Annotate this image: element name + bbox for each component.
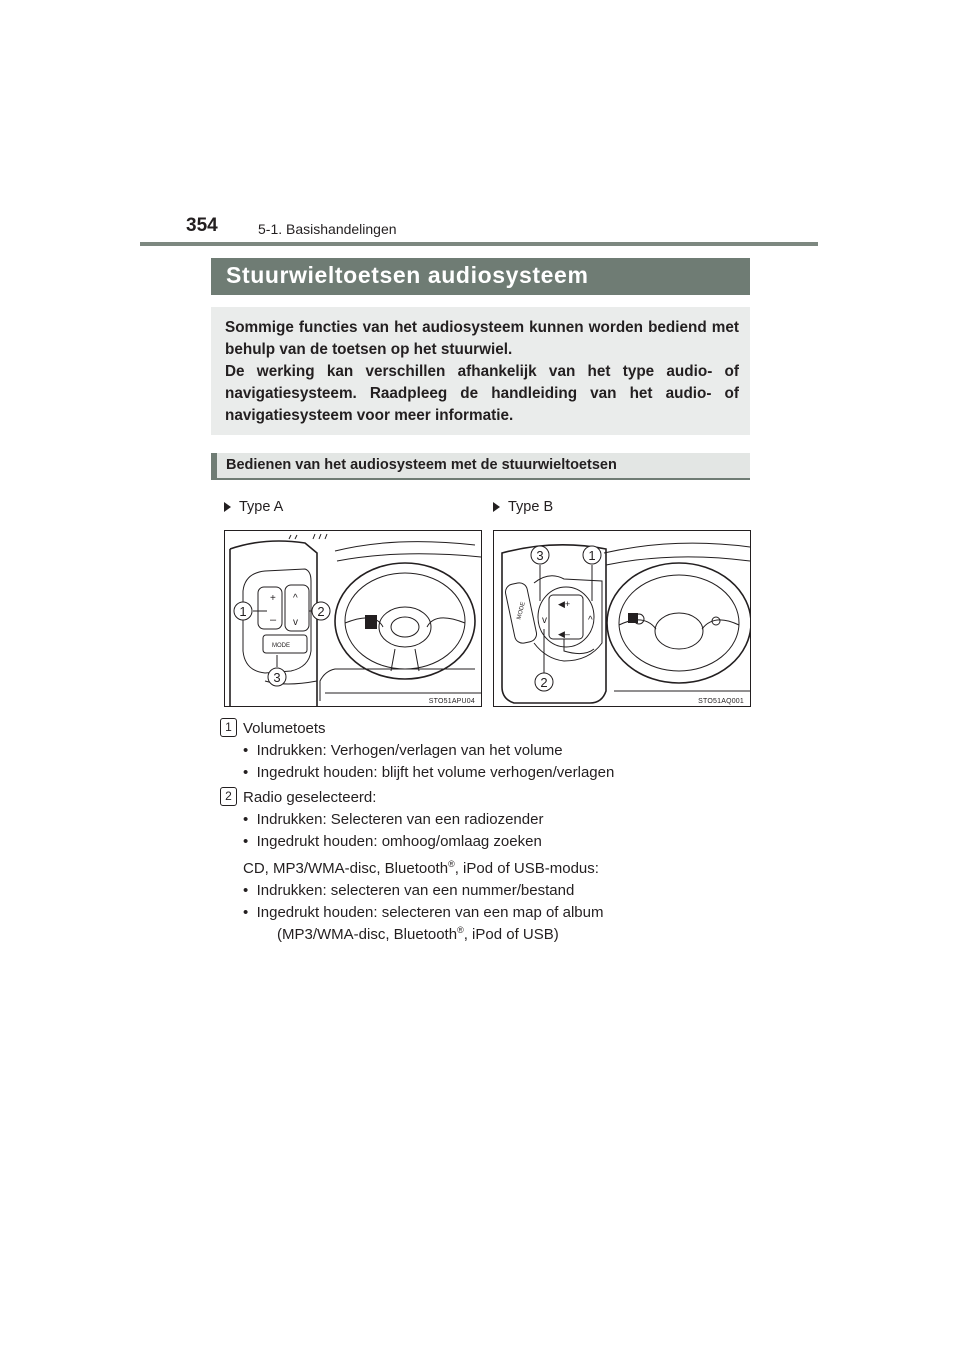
- item-2-title: Radio geselecteerd:: [243, 789, 377, 806]
- svg-text:◀+: ◀+: [558, 599, 571, 609]
- subheading-bar: [211, 453, 750, 480]
- item-1-text: [243, 718, 614, 784]
- subheading-accent: [211, 453, 217, 478]
- type-a-label-text: Type A: [239, 499, 284, 515]
- figure-type-b: [493, 530, 751, 707]
- item-number-badge-1: 1: [220, 718, 237, 737]
- item-2-bullet-2: • Ingedrukt houden: omhoog/omlaag zoeken: [243, 833, 542, 850]
- type-b-label: [493, 499, 553, 515]
- header-rule: [140, 242, 818, 246]
- item-1-bullet-1: • Indrukken: Verhogen/verlagen van het volume: [243, 742, 563, 759]
- mode-label-b: MODE: [516, 601, 527, 621]
- svg-text:v: v: [542, 615, 547, 626]
- item-2-text: [243, 787, 604, 946]
- item-2-title-2: CD, MP3/WMA-disc, Bluetooth®, iPod of USB-modus:: [243, 859, 599, 877]
- item-2-bullet-4-cont: (MP3/WMA-disc, Bluetooth®, iPod of USB): [277, 925, 559, 943]
- svg-text:+: +: [270, 593, 276, 604]
- callout-2-b: 2: [540, 675, 548, 690]
- item-1-title: Volumetoets: [243, 720, 326, 737]
- intro-paragraph-2: De werking kan verschillen afhankelijk van het type audio- of navigatiesysteem. Raadpleeg de handleiding van het audio- of navigatiesysteem voor meer informatie.: [225, 363, 739, 424]
- page-number: 354: [186, 215, 218, 236]
- callout-3-b: 3: [536, 548, 544, 563]
- type-b-label-text: Type B: [508, 499, 554, 515]
- item-2-bullet-4: • Ingedrukt houden: selecteren van een map of album: [243, 904, 604, 921]
- steering-wheel-illustration-a: [225, 531, 481, 706]
- type-a-label: [224, 499, 283, 515]
- callout-1-b: 1: [588, 548, 596, 563]
- section-title: Stuurwieltoetsen audiosysteem: [226, 262, 589, 288]
- figure-code-a: STO51APU04: [428, 698, 475, 705]
- callout-1-a: 1: [239, 604, 247, 619]
- figure-type-a: [224, 530, 482, 707]
- item-1-bullet-2: • Ingedrukt houden: blijft het volume verhogen/verlagen: [243, 764, 615, 781]
- intro-box: [211, 307, 750, 435]
- section-reference: 5-1. Basishandelingen: [258, 221, 397, 237]
- triangle-bullet-icon: [224, 502, 231, 512]
- section-title-bar: [211, 258, 750, 295]
- callout-3-a: 3: [273, 670, 281, 685]
- item-2-bullet-1: • Indrukken: Selecteren van een radiozender: [243, 811, 544, 828]
- triangle-bullet-icon: [493, 502, 500, 512]
- figure-code-b: STO51AQ001: [698, 698, 744, 705]
- svg-text:^: ^: [293, 593, 298, 604]
- item-2-bullet-3: • Indrukken: selecteren van een nummer/bestand: [243, 882, 575, 899]
- item-number-badge-2: 2: [220, 787, 237, 806]
- callout-2-a: 2: [317, 604, 325, 619]
- intro-paragraph-1: Sommige functies van het audiosysteem kunnen worden bediend met behulp van de toetsen op het stuurwiel.: [225, 319, 739, 358]
- svg-text:v: v: [293, 617, 298, 628]
- steering-wheel-illustration-b: [494, 531, 750, 706]
- svg-text:–: –: [270, 614, 277, 626]
- svg-text:◀–: ◀–: [558, 629, 570, 639]
- mode-label-a: MODE: [272, 643, 290, 649]
- svg-text:^: ^: [588, 615, 593, 626]
- subheading: Bedienen van het audiosysteem met de stuurwieltoetsen: [226, 457, 617, 473]
